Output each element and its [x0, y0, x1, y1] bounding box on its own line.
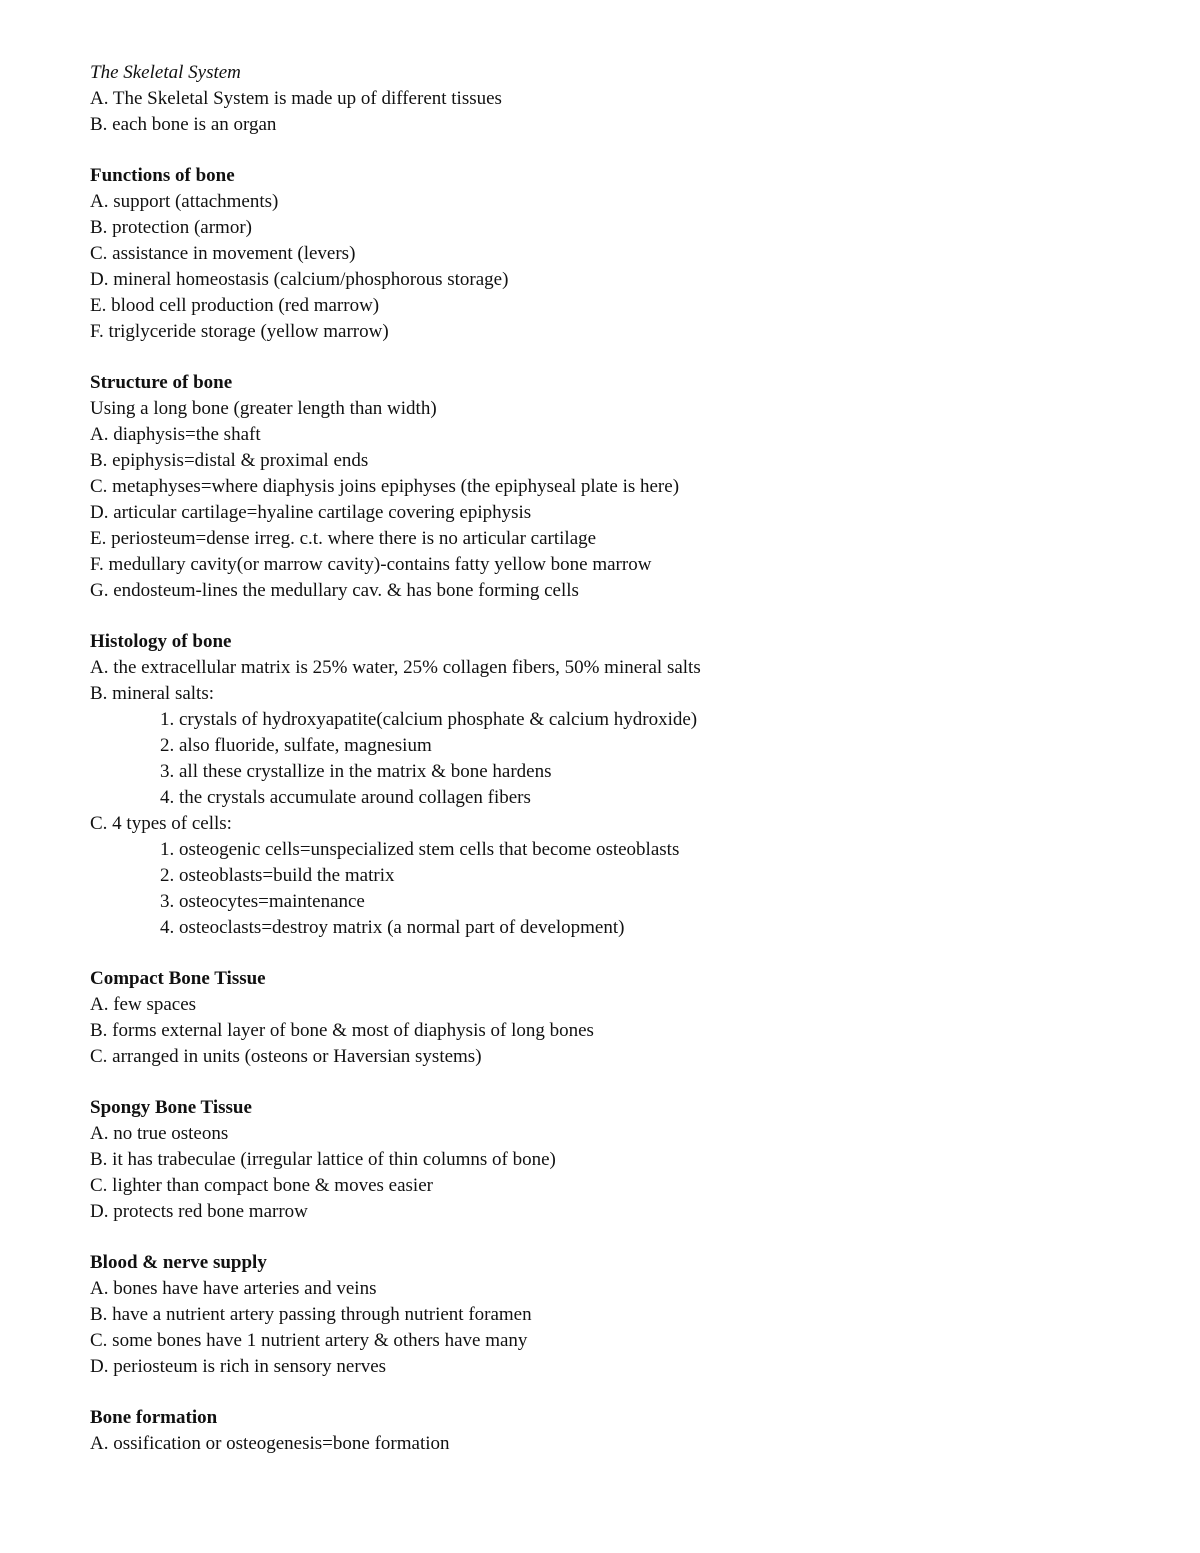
document-page [90, 60, 1150, 1457]
intro-item-b: B. each bone is an organ [90, 114, 277, 135]
blood-section [90, 1250, 1150, 1380]
list-item: C. some bones have 1 nutrient artery & others have many [90, 1330, 528, 1351]
sub-list-item: 3. osteocytes=maintenance [160, 891, 365, 912]
list-item: C. 4 types of cells: [90, 813, 232, 834]
list-item: C. assistance in movement (levers) [90, 243, 356, 264]
section-gap [90, 345, 1150, 370]
functions-section [90, 163, 1150, 345]
sub-list-item: 3. all these crystallize in the matrix & bone hardens [160, 761, 552, 782]
spongy-heading: Spongy Bone Tissue [90, 1097, 252, 1118]
list-item: A. the extracellular matrix is 25% water, 25% collagen fibers, 50% mineral salts [90, 657, 701, 678]
section-gap [90, 1380, 1150, 1405]
intro-section [90, 60, 1150, 138]
sub-list-item: 4. osteoclasts=destroy matrix (a normal part of development) [160, 917, 625, 938]
list-item: B. mineral salts: [90, 683, 215, 704]
list-item: A. few spaces [90, 994, 197, 1015]
list-item: B. have a nutrient artery passing through nutrient foramen [90, 1304, 532, 1325]
sub-list-item: 4. the crystals accumulate around collagen fibers [160, 787, 531, 808]
section-gap [90, 604, 1150, 629]
list-item: A. bones have have arteries and veins [90, 1278, 377, 1299]
section-gap [90, 1070, 1150, 1095]
compact-heading: Compact Bone Tissue [90, 968, 266, 989]
spongy-section [90, 1095, 1150, 1225]
structure-section [90, 370, 1150, 604]
sub-list-item: 1. osteogenic cells=unspecialized stem cells that become osteoblasts [160, 839, 680, 860]
list-item: A. support (attachments) [90, 191, 279, 212]
functions-heading: Functions of bone [90, 165, 235, 186]
list-item: F. medullary cavity(or marrow cavity)-contains fatty yellow bone marrow [90, 554, 652, 575]
blood-heading: Blood & nerve supply [90, 1252, 267, 1273]
list-item: E. periosteum=dense irreg. c.t. where there is no articular cartilage [90, 528, 597, 549]
histology-heading: Histology of bone [90, 631, 232, 652]
compact-section [90, 966, 1150, 1070]
intro-item-a: A. The Skeletal System is made up of different tissues [90, 88, 502, 109]
section-gap [90, 1225, 1150, 1250]
list-item: B. it has trabeculae (irregular lattice of thin columns of bone) [90, 1149, 556, 1170]
list-item: A. diaphysis=the shaft [90, 424, 261, 445]
list-item: D. protects red bone marrow [90, 1201, 308, 1222]
list-item: C. metaphyses=where diaphysis joins epiphyses (the epiphyseal plate is here) [90, 476, 680, 497]
list-item: E. blood cell production (red marrow) [90, 295, 380, 316]
document-title: The Skeletal System [90, 62, 241, 83]
list-item: B. epiphysis=distal & proximal ends [90, 450, 369, 471]
list-item: A. no true osteons [90, 1123, 229, 1144]
list-item: F. triglyceride storage (yellow marrow) [90, 321, 389, 342]
list-item: D. articular cartilage=hyaline cartilage covering epiphysis [90, 502, 532, 523]
sub-list-item: 2. also fluoride, sulfate, magnesium [160, 735, 432, 756]
list-item: B. protection (armor) [90, 217, 252, 238]
section-gap [90, 138, 1150, 163]
list-item: G. endosteum-lines the medullary cav. & has bone forming cells [90, 580, 579, 601]
structure-intro: Using a long bone (greater length than width) [90, 398, 437, 419]
histology-section [90, 629, 1150, 941]
list-item: D. mineral homeostasis (calcium/phosphorous storage) [90, 269, 509, 290]
list-item: D. periosteum is rich in sensory nerves [90, 1356, 387, 1377]
list-item: A. ossification or osteogenesis=bone formation [90, 1433, 450, 1454]
formation-section [90, 1405, 1150, 1457]
sub-list-item: 1. crystals of hydroxyapatite(calcium phosphate & calcium hydroxide) [160, 709, 698, 730]
structure-heading: Structure of bone [90, 372, 233, 393]
sub-list-item: 2. osteoblasts=build the matrix [160, 865, 395, 886]
section-gap [90, 941, 1150, 966]
list-item: C. lighter than compact bone & moves easier [90, 1175, 433, 1196]
list-item: C. arranged in units (osteons or Haversian systems) [90, 1046, 482, 1067]
formation-heading: Bone formation [90, 1407, 218, 1428]
list-item: B. forms external layer of bone & most of diaphysis of long bones [90, 1020, 594, 1041]
